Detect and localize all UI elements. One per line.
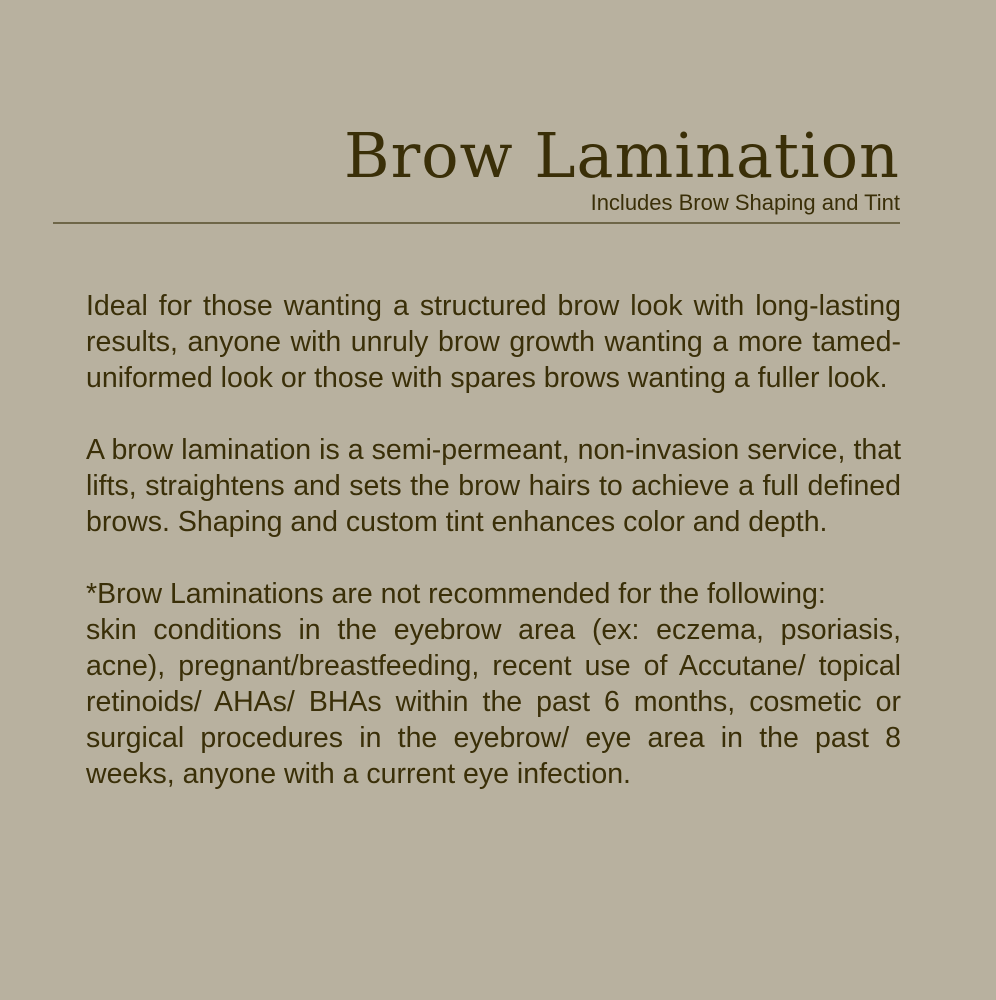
- contraindications-heading: *Brow Laminations are not recommended for the following:: [86, 578, 826, 610]
- description-paragraph-ideal-for: Ideal for those wanting a structured brow look with long-lasting results, anyone with unruly brow growth wanting a more tamed-uniformed look or those with spares brows wanting a fuller look.: [86, 290, 901, 394]
- service-description: [86, 288, 901, 828]
- header-divider: [53, 222, 900, 224]
- contraindications-list: skin conditions in the eyebrow area (ex: eczema, psoriasis, acne), pregnant/breastfeeding, recent use of Accutane/ topical retinoids/ AHAs/ BHAs within the past 6 months, cosmetic or surgical procedures in the eyebrow/ eye area in the past 8 weeks, anyone with a current eye infection.: [86, 614, 901, 790]
- description-paragraph-what-it-is: A brow lamination is a semi-permeant, non-invasion service, that lifts, straightens and sets the brow hairs to achieve a full defined brows. Shaping and custom tint enhances color and depth.: [86, 434, 901, 538]
- page-subtitle: Includes Brow Shaping and Tint: [590, 190, 900, 215]
- page-title: Brow Lamination: [344, 119, 900, 192]
